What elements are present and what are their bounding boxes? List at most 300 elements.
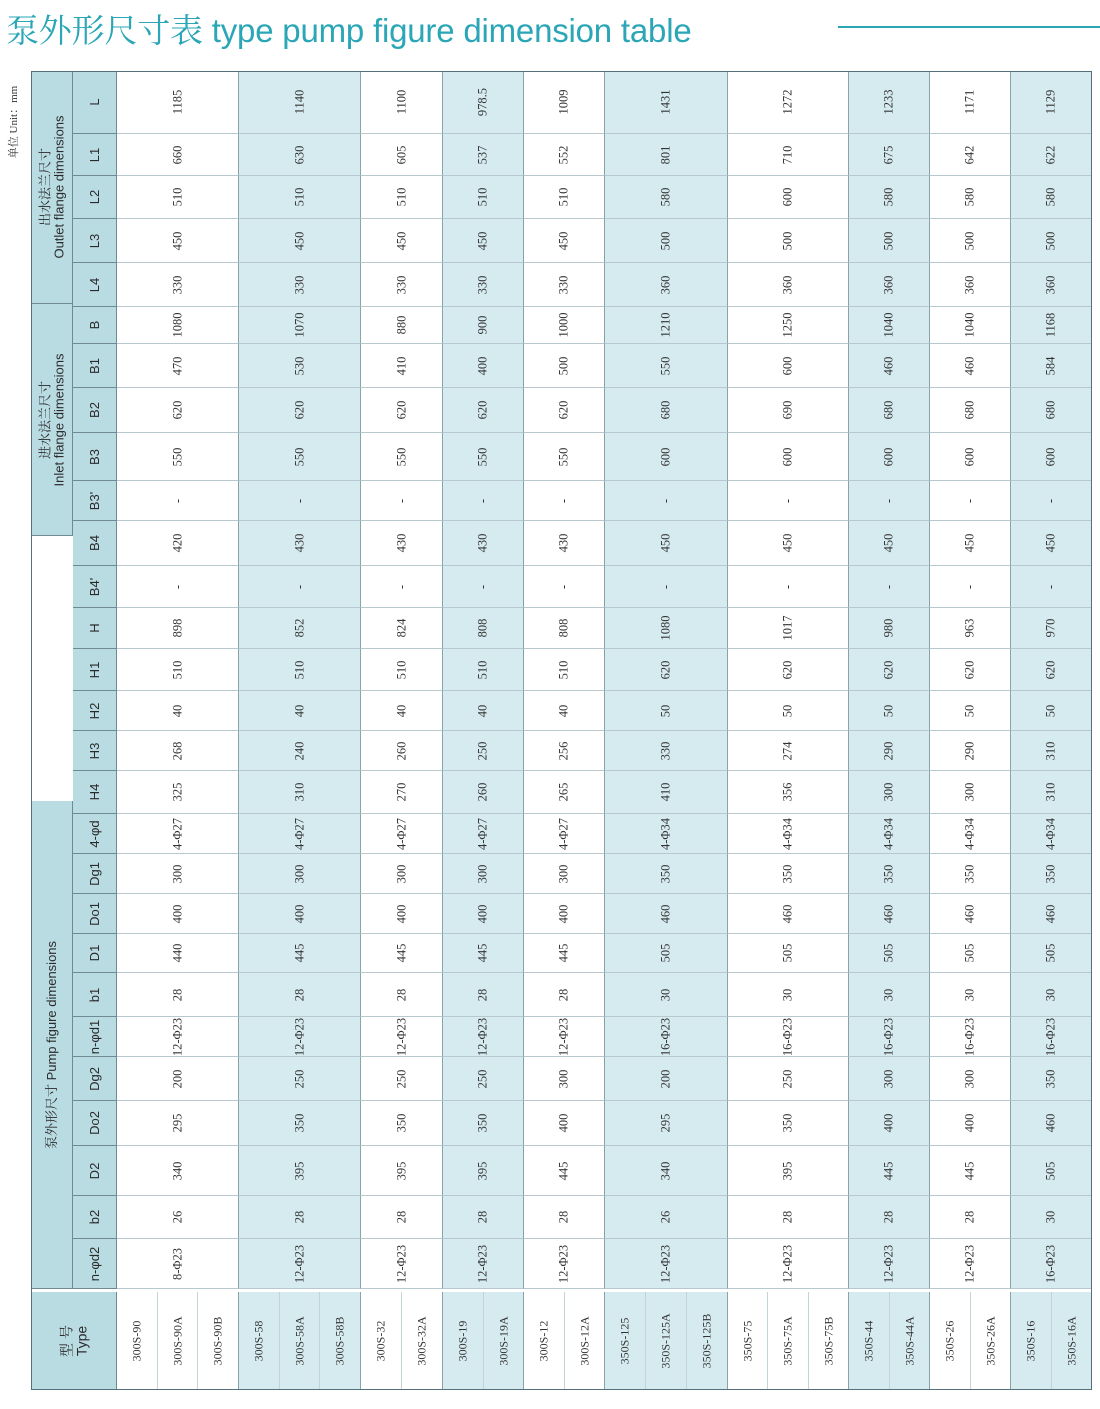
group-header xyxy=(31,801,73,1289)
cell-value: 4-Φ34 xyxy=(1043,817,1058,850)
table-cell xyxy=(605,566,728,608)
cell-value: 445 xyxy=(881,1161,896,1180)
cell-value: 400 xyxy=(291,904,306,923)
cell-value: 537 xyxy=(475,145,490,164)
table-cell xyxy=(361,433,443,481)
table-cell xyxy=(361,691,443,731)
cell-value: 400 xyxy=(556,904,571,923)
cell-value: 350 xyxy=(780,864,795,883)
cell-value: 240 xyxy=(291,741,306,760)
cell-value: 40 xyxy=(475,704,490,717)
cell-value: 250 xyxy=(780,1069,795,1088)
cell-value: 50 xyxy=(780,704,795,717)
table-cell xyxy=(728,894,849,934)
table-cell xyxy=(239,134,361,176)
table-cell xyxy=(728,731,849,771)
column-header-label: B2 xyxy=(86,402,102,418)
table-cell xyxy=(930,608,1011,649)
cell-value: 16-Φ23 xyxy=(881,1017,896,1056)
table-cell xyxy=(605,388,728,433)
cell-value: 1171 xyxy=(962,89,977,115)
cell-value: 620 xyxy=(881,660,896,679)
table-cell xyxy=(117,691,239,731)
cell-value: 12-Φ23 xyxy=(393,1244,408,1283)
table-cell xyxy=(361,566,443,608)
cell-value: 622 xyxy=(1043,145,1058,164)
table-cell xyxy=(728,263,849,307)
cell-value: 50 xyxy=(962,704,977,717)
pump-type-label: 350S-75B xyxy=(821,1316,836,1366)
table-cell xyxy=(849,219,930,263)
table-cell xyxy=(239,771,361,814)
table-cell xyxy=(1011,1239,1092,1289)
table-cell xyxy=(524,219,605,263)
cell-value: 28 xyxy=(393,988,408,1001)
cell-value: 1250 xyxy=(780,312,795,338)
group-header-label: 泵外形尺寸 Pump figure dimensions xyxy=(43,940,59,1149)
cell-value: 500 xyxy=(962,231,977,250)
cell-value: 460 xyxy=(658,904,673,923)
column-header xyxy=(73,731,117,771)
cell-value: 410 xyxy=(393,356,408,375)
cell-value: 400 xyxy=(475,904,490,923)
cell-value: 12-Φ23 xyxy=(658,1244,673,1283)
cell-value: 40 xyxy=(291,704,306,717)
cell-value: 40 xyxy=(169,704,184,717)
table-cell xyxy=(361,1196,443,1239)
table-cell xyxy=(605,219,728,263)
cell-value: 4-Φ34 xyxy=(780,817,795,850)
column-header-label: D1 xyxy=(86,944,102,962)
cell-value: 505 xyxy=(881,943,896,963)
cell-value: 28 xyxy=(475,1210,490,1224)
cell-value: 1009 xyxy=(556,89,571,115)
column-header-label: B4' xyxy=(86,577,102,596)
table-cell xyxy=(361,176,443,219)
table-cell xyxy=(1011,1017,1092,1057)
cell-value: 395 xyxy=(780,1161,795,1180)
cell-value: 400 xyxy=(881,1113,896,1133)
cell-value: 620 xyxy=(169,400,184,420)
table-cell xyxy=(239,71,361,134)
table-cell xyxy=(239,691,361,731)
table-cell xyxy=(239,608,361,649)
cell-value: - xyxy=(658,498,673,503)
table-cell xyxy=(849,814,930,854)
table-cell xyxy=(605,134,728,176)
cell-value: - xyxy=(556,498,571,503)
table-cell xyxy=(605,1239,728,1289)
cell-value: 256 xyxy=(556,741,571,760)
column-header xyxy=(73,1196,117,1239)
cell-value: 4-Φ27 xyxy=(169,817,184,850)
cell-value: 274 xyxy=(780,741,795,760)
table-cell xyxy=(849,481,930,521)
cell-value: 28 xyxy=(962,1210,977,1224)
cell-value: 350 xyxy=(1043,864,1058,883)
table-cell xyxy=(605,481,728,521)
type-cell xyxy=(443,1292,484,1390)
cell-value: 40 xyxy=(393,704,408,717)
cell-value: 350 xyxy=(962,864,977,883)
cell-value: 350 xyxy=(881,864,896,883)
pump-type-label: 300S-90B xyxy=(210,1316,225,1366)
table-cell xyxy=(443,388,524,433)
table-cell xyxy=(239,731,361,771)
table-cell xyxy=(524,71,605,134)
cell-value: 450 xyxy=(881,533,896,553)
table-cell xyxy=(117,521,239,566)
table-cell xyxy=(524,263,605,307)
cell-value: 510 xyxy=(556,187,571,207)
table-cell xyxy=(849,1146,930,1196)
cell-value: 330 xyxy=(393,275,408,294)
table-cell xyxy=(524,608,605,649)
table-cell xyxy=(728,814,849,854)
table-cell xyxy=(443,219,524,263)
table-cell xyxy=(239,1146,361,1196)
table-cell xyxy=(524,566,605,608)
cell-value: - xyxy=(780,498,795,503)
table-cell xyxy=(728,344,849,388)
cell-value: 4-Φ27 xyxy=(393,817,408,850)
cell-value: 430 xyxy=(393,533,408,553)
table-cell xyxy=(524,973,605,1017)
cell-value: 330 xyxy=(475,275,490,294)
table-cell xyxy=(930,1101,1011,1146)
column-header-label: Do2 xyxy=(86,1111,102,1135)
cell-value: 510 xyxy=(393,660,408,679)
cell-value: 16-Φ23 xyxy=(1043,1244,1058,1283)
column-header xyxy=(73,854,117,894)
table-cell xyxy=(849,894,930,934)
table-cell xyxy=(930,1196,1011,1239)
table-cell xyxy=(239,854,361,894)
table-cell xyxy=(1011,814,1092,854)
table-cell xyxy=(930,1057,1011,1101)
table-cell xyxy=(117,1101,239,1146)
table-cell xyxy=(849,433,930,481)
table-cell xyxy=(361,731,443,771)
cell-value: 26 xyxy=(169,1210,184,1224)
table-cell xyxy=(605,973,728,1017)
pump-type-label: 300S-90A xyxy=(170,1316,185,1366)
column-header-label: B1 xyxy=(86,357,102,374)
table-cell xyxy=(117,1146,239,1196)
cell-value: 30 xyxy=(780,988,795,1001)
table-cell xyxy=(361,649,443,691)
cell-value: 1080 xyxy=(658,615,673,641)
cell-value: 550 xyxy=(393,447,408,466)
table-cell xyxy=(1011,934,1092,973)
table-cell xyxy=(443,176,524,219)
cell-value: 680 xyxy=(962,400,977,420)
table-cell xyxy=(117,894,239,934)
table-cell xyxy=(605,1057,728,1101)
column-header xyxy=(73,176,117,219)
cell-value: 1140 xyxy=(291,89,306,115)
column-header-label: H1 xyxy=(86,661,102,678)
table-cell xyxy=(1011,1057,1092,1101)
pump-type-label: 350S-44A xyxy=(902,1316,917,1366)
cell-value: 460 xyxy=(881,356,896,375)
type-cell xyxy=(402,1292,443,1390)
table-cell xyxy=(1011,433,1092,481)
table-cell xyxy=(117,134,239,176)
cell-value: 552 xyxy=(556,145,571,164)
table-cell xyxy=(1011,71,1092,134)
cell-value: 330 xyxy=(291,275,306,294)
table-cell xyxy=(117,1017,239,1057)
cell-value: 450 xyxy=(780,533,795,553)
table-cell xyxy=(1011,649,1092,691)
table-cell xyxy=(524,1057,605,1101)
type-cell xyxy=(565,1292,605,1390)
table-cell xyxy=(1011,771,1092,814)
column-header xyxy=(73,344,117,388)
type-cell xyxy=(849,1292,890,1390)
group-header xyxy=(31,304,73,536)
cell-value: - xyxy=(393,498,408,503)
table-cell xyxy=(361,1017,443,1057)
cell-value: 550 xyxy=(475,447,490,466)
cell-value: 250 xyxy=(475,1069,490,1088)
page-title: 泵外形尺寸表 type pump figure dimension table xyxy=(6,12,692,49)
cell-value: 1272 xyxy=(780,89,795,115)
table-cell xyxy=(117,219,239,263)
cell-value: 450 xyxy=(556,231,571,250)
table-cell xyxy=(1011,134,1092,176)
table-cell xyxy=(605,894,728,934)
table-cell xyxy=(117,71,239,134)
table-cell xyxy=(605,176,728,219)
cell-value: 550 xyxy=(169,447,184,466)
table-cell xyxy=(930,731,1011,771)
table-cell xyxy=(117,176,239,219)
column-header-label: n-φd1 xyxy=(86,1019,102,1054)
table-cell xyxy=(361,854,443,894)
table-cell xyxy=(930,219,1011,263)
column-header-label: b1 xyxy=(86,987,102,1002)
cell-value: 505 xyxy=(962,943,977,963)
cell-value: 580 xyxy=(658,187,673,207)
type-cell xyxy=(484,1292,524,1390)
cell-value: 1040 xyxy=(881,312,896,338)
table-cell xyxy=(930,134,1011,176)
cell-value: 330 xyxy=(658,741,673,760)
column-header xyxy=(73,1057,117,1101)
table-cell xyxy=(728,481,849,521)
cell-value: 1210 xyxy=(658,312,673,338)
table-cell xyxy=(443,771,524,814)
table-cell xyxy=(117,1239,239,1289)
column-header-label: B xyxy=(86,320,102,330)
table-cell xyxy=(605,731,728,771)
cell-value: 350 xyxy=(393,1113,408,1133)
cell-value: - xyxy=(881,498,896,503)
cell-value: 30 xyxy=(658,988,673,1001)
cell-value: 500 xyxy=(556,356,571,375)
column-header xyxy=(73,566,117,608)
cell-value: 270 xyxy=(393,782,408,802)
table-cell xyxy=(930,566,1011,608)
cell-value: - xyxy=(1043,584,1058,589)
table-cell xyxy=(443,1146,524,1196)
cell-value: 680 xyxy=(658,400,673,420)
table-cell xyxy=(443,1196,524,1239)
table-cell xyxy=(605,521,728,566)
table-cell xyxy=(524,691,605,731)
table-cell xyxy=(1011,344,1092,388)
cell-value: 50 xyxy=(658,704,673,717)
table-cell xyxy=(930,854,1011,894)
table-cell xyxy=(524,1239,605,1289)
table-cell xyxy=(524,814,605,854)
table-cell xyxy=(117,263,239,307)
table-cell xyxy=(361,219,443,263)
column-header xyxy=(73,521,117,566)
table-cell xyxy=(849,1101,930,1146)
table-cell xyxy=(605,344,728,388)
table-cell xyxy=(728,1057,849,1101)
table-cell xyxy=(849,263,930,307)
cell-value: 460 xyxy=(1043,904,1058,923)
table-cell xyxy=(117,854,239,894)
table-cell xyxy=(524,1101,605,1146)
table-cell xyxy=(443,1101,524,1146)
table-cell xyxy=(524,134,605,176)
cell-value: 28 xyxy=(556,988,571,1001)
table-cell xyxy=(117,1057,239,1101)
table-cell xyxy=(849,388,930,433)
pump-type-label: 300S-12 xyxy=(536,1320,551,1362)
cell-value: 970 xyxy=(1043,618,1058,638)
table-cell xyxy=(728,691,849,731)
table-cell xyxy=(605,934,728,973)
table-cell xyxy=(443,691,524,731)
type-cell xyxy=(646,1292,687,1390)
cell-value: 200 xyxy=(658,1069,673,1088)
cell-value: - xyxy=(780,584,795,589)
table-cell xyxy=(605,1146,728,1196)
cell-value: 1168 xyxy=(1043,312,1058,338)
column-header xyxy=(73,134,117,176)
type-cell xyxy=(117,1292,158,1390)
table-cell xyxy=(361,1239,443,1289)
column-header xyxy=(73,691,117,731)
cell-value: 445 xyxy=(291,943,306,963)
title-divider-line xyxy=(838,26,1100,28)
cell-value: 530 xyxy=(291,356,306,375)
table-cell xyxy=(443,649,524,691)
cell-value: 360 xyxy=(881,275,896,294)
cell-value: 330 xyxy=(169,275,184,294)
table-cell xyxy=(524,307,605,344)
table-cell xyxy=(930,433,1011,481)
cell-value: 1129 xyxy=(1043,89,1058,115)
cell-value: 500 xyxy=(658,231,673,250)
cell-value: 880 xyxy=(393,315,408,335)
table-cell xyxy=(443,566,524,608)
cell-value: 200 xyxy=(169,1069,184,1088)
table-cell xyxy=(930,176,1011,219)
cell-value: 4-Φ34 xyxy=(962,817,977,850)
table-cell xyxy=(239,566,361,608)
table-cell xyxy=(849,176,930,219)
column-header-label: H4 xyxy=(86,783,102,801)
column-header-label: L1 xyxy=(86,147,102,162)
table-cell xyxy=(605,1196,728,1239)
table-cell xyxy=(361,771,443,814)
table-cell xyxy=(239,263,361,307)
table-cell xyxy=(361,814,443,854)
table-cell xyxy=(117,344,239,388)
cell-value: 550 xyxy=(556,447,571,466)
table-cell xyxy=(930,814,1011,854)
table-cell xyxy=(524,854,605,894)
cell-value: 50 xyxy=(1043,704,1058,717)
table-cell xyxy=(728,176,849,219)
pump-type-label: 350S-125A xyxy=(658,1313,673,1369)
cell-value: 600 xyxy=(962,447,977,466)
table-cell xyxy=(239,1196,361,1239)
table-cell xyxy=(443,814,524,854)
table-cell xyxy=(1011,481,1092,521)
cell-value: 250 xyxy=(291,1069,306,1088)
cell-value: 395 xyxy=(475,1161,490,1180)
column-header-label: H xyxy=(86,623,102,633)
table-cell xyxy=(605,608,728,649)
cell-value: 963 xyxy=(962,618,977,638)
cell-value: 28 xyxy=(780,1210,795,1224)
column-header xyxy=(73,814,117,854)
table-cell xyxy=(1011,521,1092,566)
pump-type-label: 350S-125 xyxy=(617,1317,632,1365)
cell-value: 360 xyxy=(1043,275,1058,294)
cell-value: - xyxy=(169,498,184,503)
table-cell xyxy=(849,649,930,691)
column-header-label: B3' xyxy=(86,491,102,510)
cell-value: 28 xyxy=(291,1210,306,1224)
cell-value: 28 xyxy=(556,1210,571,1224)
table-cell xyxy=(728,608,849,649)
table-cell xyxy=(361,608,443,649)
cell-value: 460 xyxy=(881,904,896,923)
cell-value: 642 xyxy=(962,145,977,164)
cell-value: 40 xyxy=(556,704,571,717)
table-cell xyxy=(849,1196,930,1239)
cell-value: 898 xyxy=(169,618,184,638)
cell-value: 710 xyxy=(780,145,795,164)
table-cell xyxy=(849,521,930,566)
cell-value: 400 xyxy=(962,1113,977,1133)
cell-value: 500 xyxy=(780,231,795,250)
cell-value: 30 xyxy=(1043,1210,1058,1224)
column-header xyxy=(73,1017,117,1057)
cell-value: 350 xyxy=(658,864,673,883)
table-cell xyxy=(605,433,728,481)
table-cell xyxy=(361,1146,443,1196)
cell-value: 620 xyxy=(556,400,571,420)
table-cell xyxy=(361,1101,443,1146)
column-header-label: D2 xyxy=(86,1162,102,1179)
cell-value: 1017 xyxy=(780,615,795,641)
table-cell xyxy=(1011,894,1092,934)
table-cell xyxy=(728,1196,849,1239)
cell-value: 450 xyxy=(1043,533,1058,553)
table-cell xyxy=(728,134,849,176)
cell-value: 680 xyxy=(881,400,896,420)
